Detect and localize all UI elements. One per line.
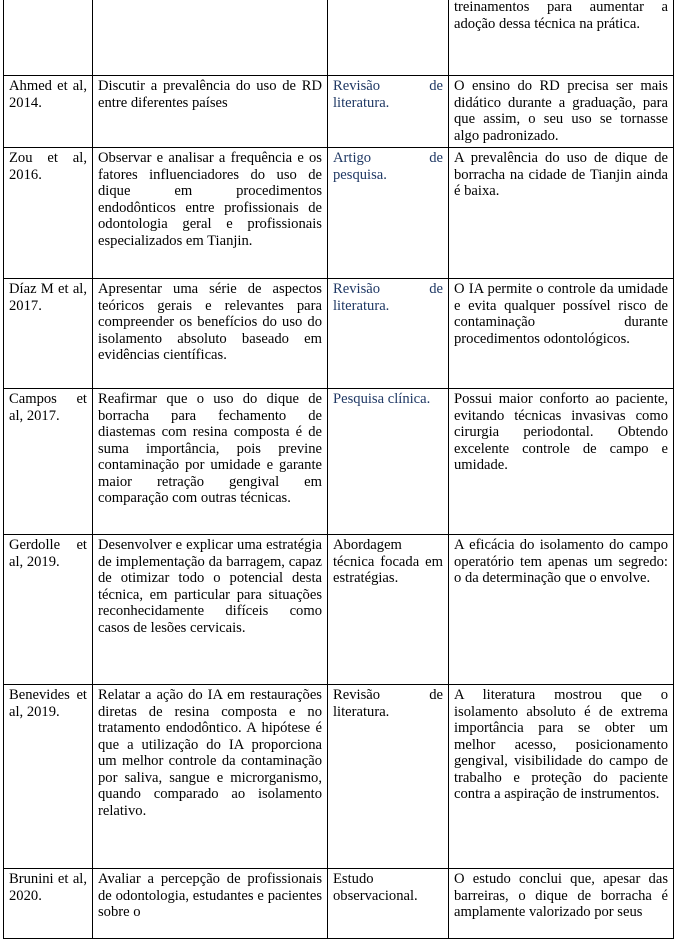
author-cell: Campos et al, 2017.	[4, 389, 93, 535]
objective-cell: Discutir a prevalência do uso de RD entre diferentes países	[93, 76, 328, 148]
table-row	[4, 279, 674, 389]
objective-cell: Apresentar uma série de aspectos teóricos gerais e relevantes para compreender os benefícios do uso do isolamento absoluto baseado em evidências científicas.	[93, 279, 328, 389]
table-row	[4, 76, 674, 148]
study-type-cell: Revisão de literatura.	[328, 76, 449, 148]
literature-table-body	[4, 0, 674, 939]
result-cell: Possui maior conforto ao paciente, evitando técnicas invasivas como cirurgia periodontal. Obtendo excelente controle de campo e umidade.	[449, 389, 674, 535]
author-cell: Gerdolle et al, 2019.	[4, 535, 93, 685]
study-type-cell: Abordagem técnica focada em estratégias.	[328, 535, 449, 685]
study-type-cell	[328, 0, 449, 76]
result-cell: O IA permite o controle da umidade e evita qualquer possível risco de contaminação durante procedimentos odontológicos.	[449, 279, 674, 389]
author-cell	[4, 0, 93, 76]
objective-cell: Desenvolver e explicar uma estratégia de implementação da barragem, capaz de otimizar todo o potencial desta técnica, em particular para situações reconhecidamente difíceis como casos de lesões cervicais.	[93, 535, 328, 685]
result-cell: O estudo conclui que, apesar das barreiras, o dique de borracha é amplamente valorizado por seus	[449, 869, 674, 939]
table-row	[4, 0, 674, 76]
objective-cell: Relatar a ação do IA em restaurações diretas de resina composta e no tratamento endodôntico. A hipótese é que a utilização do IA proporciona um melhor controle da contaminação por saliva, sangue e microrganismo, quando comparado ao isolamento relativo.	[93, 685, 328, 869]
objective-cell: Reafirmar que o uso do dique de borracha para fechamento de diastemas com resina composta é de suma importância, pois previne contaminação por umidade e garante maior retração gengival em comparação com outras técnicas.	[93, 389, 328, 535]
result-cell: A eficácia do isolamento do campo operatório tem apenas um segredo: o da determinação que o envolve.	[449, 535, 674, 685]
study-type-cell: Artigo de pesquisa.	[328, 148, 449, 279]
table-row	[4, 535, 674, 685]
author-cell: Ahmed et al, 2014.	[4, 76, 93, 148]
study-type-cell: Revisão de literatura.	[328, 685, 449, 869]
result-cell: A literatura mostrou que o isolamento absoluto é de extrema importância para se obter um melhor acesso, posicionamento gengival, visibilidade do campo de trabalho e proteção do paciente contra a aspiração de instrumentos.	[449, 685, 674, 869]
result-cell: treinamentos para aumentar a adoção dessa técnica na prática.	[449, 0, 674, 76]
objective-cell: Avaliar a percepção de profissionais de odontologia, estudantes e pacientes sobre o	[93, 869, 328, 939]
author-cell: Díaz M et al, 2017.	[4, 279, 93, 389]
objective-cell: Observar e analisar a frequência e os fatores influenciadores do uso de dique em procedimentos endodônticos entre profissionais de odontologia geral e profissionais especializados em Tianjin.	[93, 148, 328, 279]
author-cell: Zou et al, 2016.	[4, 148, 93, 279]
table-row	[4, 389, 674, 535]
table-row	[4, 869, 674, 939]
table-row	[4, 148, 674, 279]
study-type-cell: Estudo observacional.	[328, 869, 449, 939]
author-cell: Benevides et al, 2019.	[4, 685, 93, 869]
study-type-cell: Revisão de literatura.	[328, 279, 449, 389]
result-cell: O ensino do RD precisa ser mais didático durante a graduação, para que assim, o seu uso se tornasse algo padronizado.	[449, 76, 674, 148]
author-cell: Brunini et al, 2020.	[4, 869, 93, 939]
study-type-cell: Pesquisa clínica.	[328, 389, 449, 535]
table-row	[4, 685, 674, 869]
literature-table	[3, 0, 674, 939]
result-cell: A prevalência do uso de dique de borracha na cidade de Tianjin ainda é baixa.	[449, 148, 674, 279]
objective-cell	[93, 0, 328, 76]
